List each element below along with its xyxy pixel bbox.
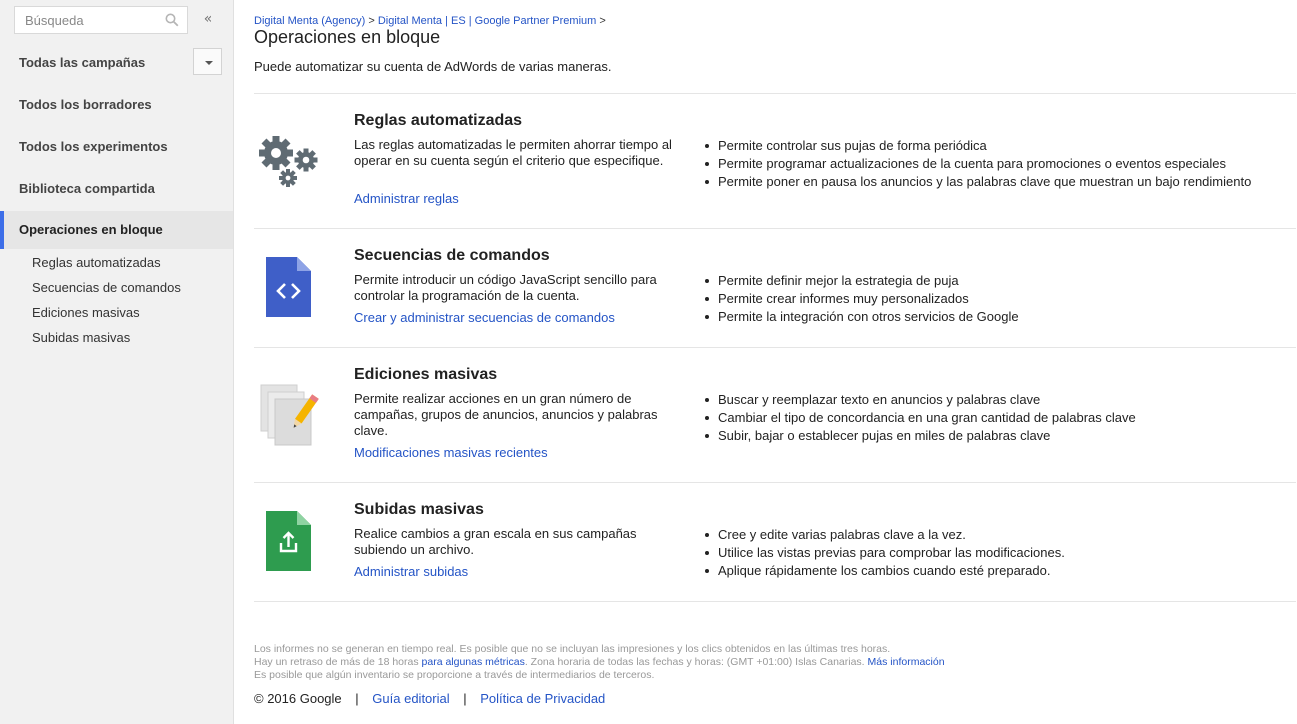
section-title: Reglas automatizadas (354, 112, 523, 129)
footnote-text: Hay un retraso de más de 18 horas (254, 656, 422, 668)
list-item: Permite la integración con otros servicios de Google (704, 308, 1019, 326)
list-item: Permite controlar sus pujas de forma periódica (704, 137, 1251, 155)
sub-item-automated-rules[interactable]: Reglas automatizadas (32, 255, 161, 270)
upload-file-icon (266, 511, 311, 571)
nav-item-all-campaigns[interactable]: Todas las campañas (19, 55, 146, 70)
section-description: Realice cambios a gran escala en sus campañas subiendo un archivo. (354, 526, 637, 557)
feature-list (704, 526, 1065, 580)
section-description: Permite realizar acciones en un gran número de campañas, grupos de anuncios, anuncios y palabras clave. (354, 391, 658, 438)
some-metrics-link[interactable]: para algunas métricas (421, 656, 525, 668)
divider (254, 228, 1296, 229)
sidebar (0, 0, 234, 724)
feature-list (704, 272, 1019, 326)
breadcrumb (254, 15, 606, 27)
campaigns-dropdown-button[interactable] (193, 48, 222, 75)
collapse-sidebar-button[interactable]: « (203, 11, 213, 27)
privacy-policy-link[interactable]: Política de Privacidad (480, 691, 606, 706)
list-item: Permite definir mejor la estrategia de puja (704, 272, 1019, 290)
breadcrumb-item-agency[interactable]: Digital Menta (Agency) (254, 15, 366, 27)
footnote-line: Los informes no se generan en tiempo real. Es posible que no se incluyan las impresiones y los clics obtenidos en las últimas tres horas. (254, 643, 891, 655)
list-item: Cambiar el tipo de concordancia en una gran cantidad de palabras clave (704, 409, 1136, 427)
divider (254, 601, 1296, 602)
recent-bulk-edits-link[interactable]: Modificaciones masivas recientes (354, 445, 548, 460)
nav-item-bulk-operations[interactable]: Operaciones en bloque (0, 211, 233, 249)
nav-item-shared-library[interactable]: Biblioteca compartida (19, 181, 155, 196)
search-row (14, 6, 219, 34)
section-description: Permite introducir un código JavaScript sencillo para controlar la programación de la cuenta. (354, 272, 657, 303)
footer-separator: | (355, 691, 359, 706)
list-item: Subir, bajar o establecer pujas en miles de palabras clave (704, 427, 1136, 445)
documents-pencil-icon (259, 383, 321, 447)
list-item: Utilice las vistas previas para comprobar las modificaciones. (704, 544, 1065, 562)
list-item: Permite programar actualizaciones de la cuenta para promociones o eventos especiales (704, 155, 1251, 173)
section-description: Las reglas automatizadas le permiten ahorrar tiempo al operar en su cuenta según el criterio que especifique. (354, 137, 672, 168)
copyright: © 2016 Google (254, 691, 342, 706)
script-file-icon (266, 257, 311, 317)
footnote-line: Es posible que algún inventario se proporcione a través de intermediarios de terceros. (254, 669, 655, 681)
footnote-line (254, 656, 945, 669)
breadcrumb-item-account[interactable]: Digital Menta | ES | Google Partner Premium (377, 15, 597, 27)
chevron-down-icon (205, 61, 213, 65)
footnote-text: . Zona horaria de todas las fechas y horas: (GMT +01:00) Islas Canarias. (524, 656, 868, 668)
page-intro: Puede automatizar su cuenta de AdWords de varias maneras. (254, 59, 612, 74)
sub-item-scripts[interactable]: Secuencias de comandos (32, 280, 181, 295)
list-item: Buscar y reemplazar texto en anuncios y palabras clave (704, 391, 1136, 409)
sub-item-bulk-uploads[interactable]: Subidas masivas (32, 330, 131, 345)
footer-separator: | (463, 691, 467, 706)
manage-scripts-link[interactable]: Crear y administrar secuencias de comandos (354, 310, 615, 325)
breadcrumb-separator: > (599, 15, 606, 27)
gears-icon (254, 133, 322, 189)
nav-item-all-experiments[interactable]: Todos los experimentos (19, 139, 168, 154)
list-item: Cree y edite varias palabras clave a la vez. (704, 526, 1065, 544)
page-title: Operaciones en bloque (254, 27, 441, 47)
manage-rules-link[interactable]: Administrar reglas (354, 191, 459, 206)
manage-uploads-link[interactable]: Administrar subidas (354, 564, 469, 579)
feature-list (704, 137, 1251, 191)
search-input[interactable] (15, 7, 155, 33)
divider (254, 347, 1296, 348)
breadcrumb-separator: > (368, 15, 375, 27)
section-title: Secuencias de comandos (354, 247, 550, 264)
section-title: Subidas masivas (354, 501, 484, 518)
list-item: Permite poner en pausa los anuncios y las palabras clave que muestran un bajo rendimiento (704, 173, 1251, 191)
divider (254, 482, 1296, 483)
footer (254, 691, 605, 706)
reporting-footnote (254, 643, 945, 682)
feature-list (704, 391, 1136, 445)
search-icon[interactable] (165, 13, 179, 27)
editorial-guide-link[interactable]: Guía editorial (372, 691, 450, 706)
divider (254, 93, 1296, 94)
nav-item-all-drafts[interactable]: Todos los borradores (19, 97, 152, 112)
more-info-link[interactable]: Más información (867, 656, 945, 668)
list-item: Aplique rápidamente los cambios cuando esté preparado. (704, 562, 1065, 580)
sub-item-bulk-edits[interactable]: Ediciones masivas (32, 305, 140, 320)
section-title: Ediciones masivas (354, 366, 498, 383)
list-item: Permite crear informes muy personalizados (704, 290, 1019, 308)
search-box[interactable] (14, 6, 188, 34)
